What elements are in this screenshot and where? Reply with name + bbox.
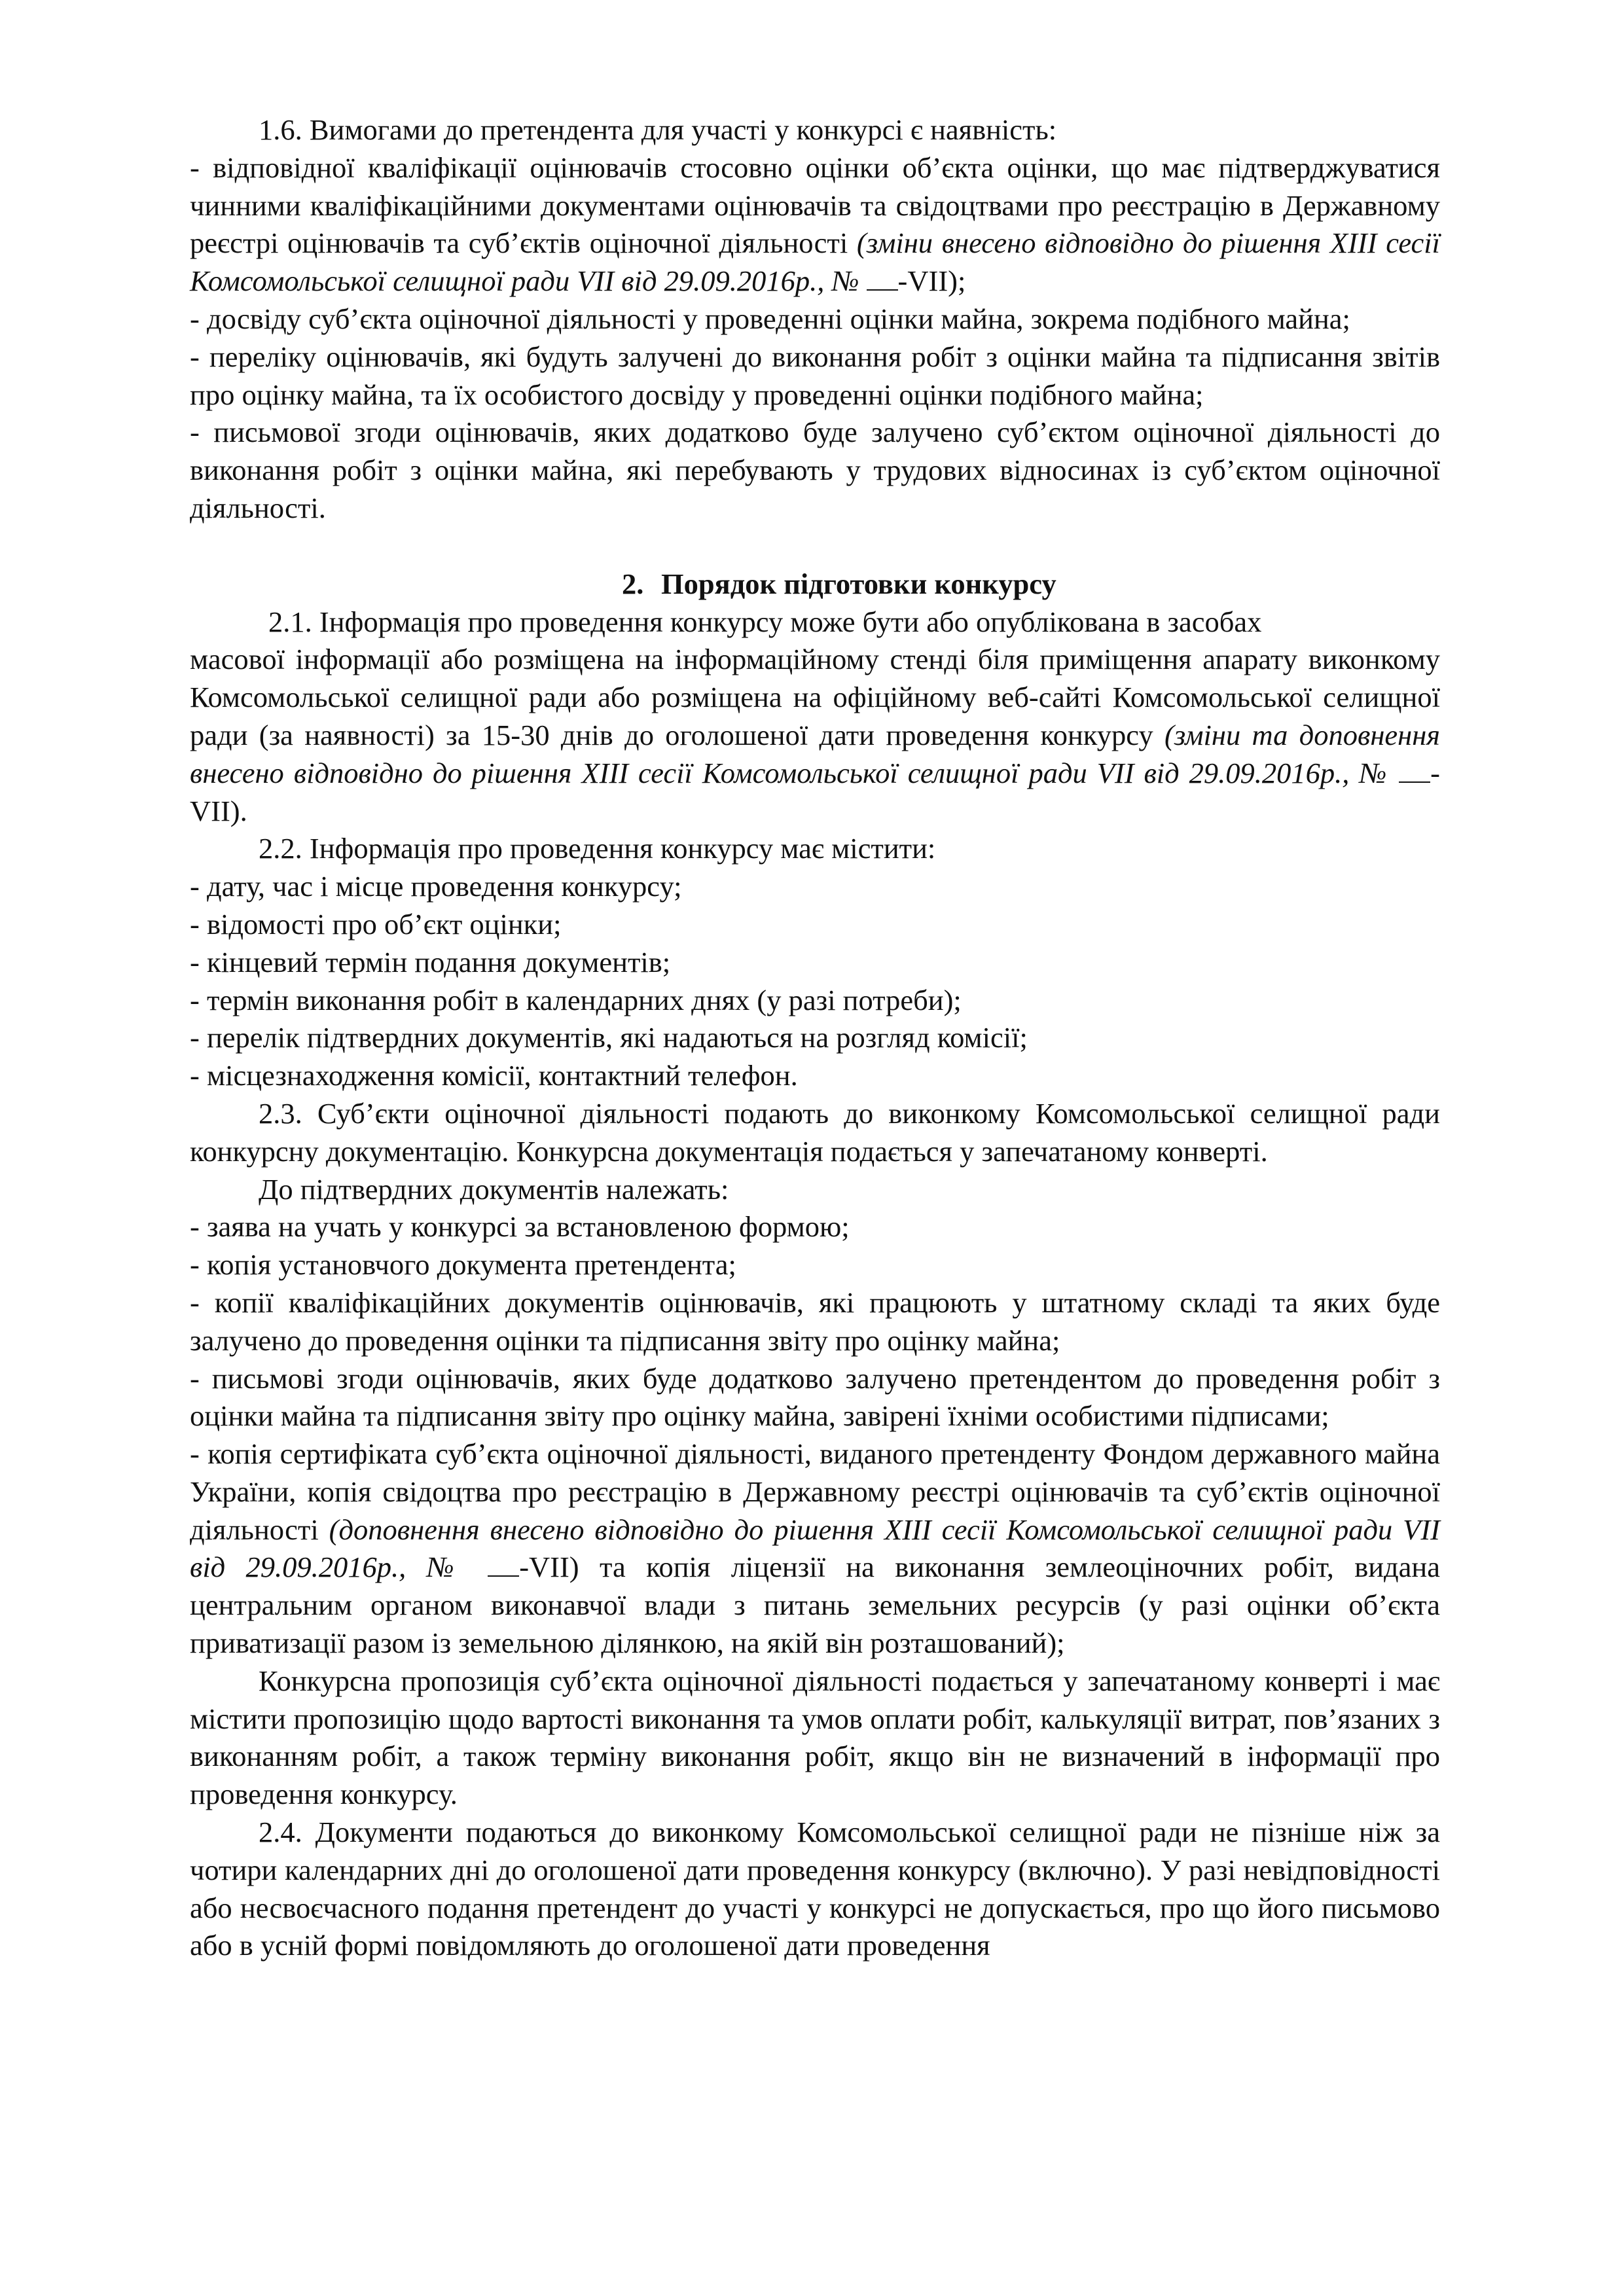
paragraph-2-3: 2.3. Суб’єкти оціночної діяльності подають до виконкому Комсомольської селищної ради конкурсну документацію. Конкурсна документація подається у запечатаному конверті. [190,1096,1440,1168]
amendment-tail: -VII); [897,264,966,298]
paragraph-competitive-proposal: Конкурсна пропозиція суб’єкта оціночної діяльності подається у запечатаному конверті і має містити пропозицію щодо вартості виконання та умов оплати робіт, калькуляції витрат, пов’язаних з виконанням робіт, а також терміну виконання робіт, якщо він не визначений в інформації про проведення конкурсу. [190,1664,1440,1811]
document-item-founding-doc: - копія установчого документа претендента; [190,1248,736,1282]
paragraph-text: масової інформації або розміщена на інформаційному стенді біля приміщення апарату виконкому Комсомольської селищної ради або розміщена на офіційному веб-сайті Комсомольської селищної ради (за наявності) за 15-30 днів до оголошеної дати проведення конкурсу [190,643,1440,751]
paragraph-1-6: 1.6. Вимогами до претендента для участі у конкурсі є наявність: [259,113,1057,146]
requirement-item-appraisers-list: - переліку оцінювачів, які будуть залучені до виконання робіт з оцінки майна та підписання звітів про оцінку майна, та їх особистого досвіду у проведенні оцінки подібного майна; [190,340,1440,411]
requirement-text: - відповідної кваліфікації оцінювачів стосовно оцінки об’єкта оцінки, що має підтверджуватися чинними кваліфікаційними документами оцінювачів та свідоцтвами про реєстрацію в Державному реєстрі оцінювачів та суб’єктів оціночної діяльності [190,151,1440,260]
document-text: - копія сертифіката суб’єкта оціночної діяльності, виданого претенденту Фондом державного майна України, копія свідоцтва про реєстрацію в Державному реєстрі оцінювачів та суб’єктів оціночної діяльності [190,1437,1440,1546]
amendment-note: (зміни та доповнення внесено відповідно до рішення XIII сесії Комсомольської селищної ради VII від 29.09.2016р., № [190,718,1440,789]
requirement-item-written-consent: - письмової згоди оцінювачів, яких додатково буде залучено суб’єктом оціночної діяльності до виконання робіт з оцінки майна, які перебувають у трудових відносинах із суб’єктом оціночної діяльності. [190,416,1440,524]
paragraph-2-1 [190,641,1440,830]
paragraph-2-1-first-line: 2.1. Інформація про проведення конкурсу може бути або опублікована в засобах [268,605,1262,638]
requirement-item-experience: - досвіду суб’єкта оціночної діяльності у проведенні оцінки майна, зокрема подібного майна; [190,302,1350,335]
requirement-item-qualification [190,149,1440,300]
blank-number-line [1399,762,1430,783]
list-item: - кінцевий термін подання документів; [190,945,671,978]
amendment-note: (зміни внесено відповідно до рішення XIII сесії Комсомольської селищної ради VII від 29.09.2016р., № [190,226,1441,298]
paragraph-documents-intro: До підтвердних документів належать: [259,1172,729,1206]
paragraph-2-4: 2.4. Документи подаються до виконкому Комсомольської селищної ради не пізніше ніж за чотири календарних дні до оголошеної дати проведення конкурсу (включно). У разі невідповідності або несвоєчасного подання претендент до участі у конкурсі не допускається, про що його письмово або в усній формі повідомляють до оголошеної дати проведення [190,1816,1440,1962]
document-item-application: - заява на учать у конкурсі за встановленою формою; [190,1210,850,1244]
list-item: - перелік підтвердних документів, які надаються на розгляд комісії; [190,1021,1028,1054]
section-number: 2. [622,567,644,600]
blank-number-line [488,1556,519,1577]
section-gap [190,528,1440,565]
document-item-written-consents: - письмові згоди оцінювачів, яких буде додатково залучено претендентом до проведення робіт з оцінки майна та підписання звіту про оцінку майна, завірені їхніми особистими підписами; [190,1361,1440,1433]
blank-number-line [867,270,898,291]
document-item-certificate [190,1435,1440,1662]
amendment-tail: -VII). [190,756,1440,827]
document-item-qualification-copies: - копії кваліфікаційних документів оцінювачів, які працюють у штатному складі та яких буде залучено до проведення оцінки та підписання звіту про оцінку майна; [190,1285,1440,1357]
document-page [190,111,1440,1965]
document-tail: -VII) та копія ліцензії на виконання землеоціночних робіт, видана центральним органом виконавчої влади з питань земельних ресурсів (у разі оцінки об’єкта приватизації разом із земельною ділянкою, на якій він розташований); [190,1551,1440,1660]
section-title: Порядок підготовки конкурсу [661,567,1056,600]
list-item: - місцезнаходження комісії, контактний телефон. [190,1059,798,1092]
section-2-heading [190,565,1440,603]
list-item: - дату, час і місце проведення конкурсу; [190,870,682,903]
paragraph-2-2: 2.2. Інформація про проведення конкурсу має містити: [259,832,936,865]
list-item: - термін виконання робіт в календарних днях (у разі потреби); [190,983,962,1016]
list-item: - відомості про об’єкт оцінки; [190,907,562,941]
amendment-note: (доповнення внесено відповідно до рішення XIII сесії Комсомольської селищної ради VII від 29.09.2016р., № [190,1513,1440,1584]
